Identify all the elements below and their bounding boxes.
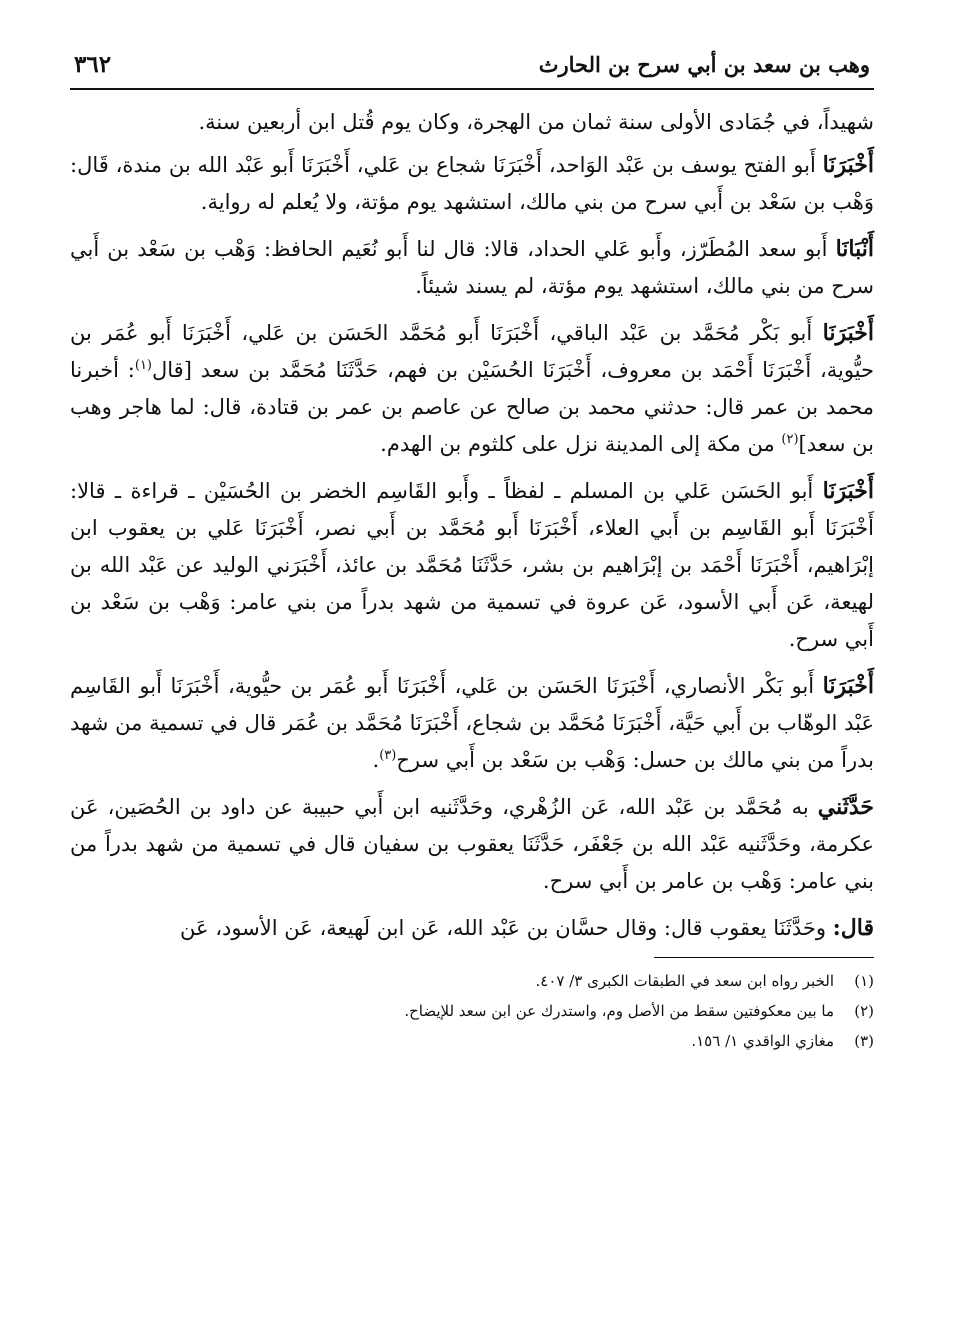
paragraph-4 [70,315,874,463]
footnote-3-text: مغازي الواقدي ١/ ١٥٦. [691,1032,834,1050]
footnote-2-number: (٢) [854,1002,874,1020]
paragraph-3-lead: أَنْبَانَا [835,236,874,262]
paragraph-6 [70,668,874,779]
paragraph-4-text-b: : أخبرنا محمد بن عمر قال: حدثني محمد بن صالح عن عاصم بن عمر بن قتادة، قال: لما هاجر وهب بن سعد] [70,358,874,456]
footnote-2-text: ما بين معكوفتين سقط من الأصل وم، واستدرك عن ابن سعد للإيضاح. [404,1002,834,1020]
footnote-rule [654,957,874,958]
paragraph-6-text-b: . [372,748,380,772]
footnote-3 [70,1026,874,1056]
paragraph-4-text-a: أَبو بَكْر مُحَمَّد بن عَبْد الباقي، أَخْبَرَنَا أَبو مُحَمَّد الحَسَن بن عَلي، أَخْبَرَنَا أَبو عُمَر بن حيُّوية، أَخْبَرَنَا أَحْمَد بن معروف، أَخْبَرَنَا الحُسَيْن بن فهم، حَدَّثَنَا مُحَمَّد بن سعد [قال [70,321,874,382]
paragraph-6-lead: أَخْبَرَنَا [822,673,874,699]
footnotes [70,957,874,1056]
paragraph-1-text: شهيداً، في جُمَادى الأولى سنة ثمان من الهجرة، وكان يوم قُتل ابن أربعين سنة. [198,110,874,134]
footnote-1 [70,966,874,996]
running-title: وهب بن سعد بن أبي سرح بن الحارث [538,52,870,77]
paragraph-8-lead: قال: [832,915,874,941]
paragraph-5-lead: أَخْبَرَنَا [822,478,874,504]
footnote-ref-2: (٢) [781,432,799,447]
footnote-ref-1: (١) [134,358,152,373]
footnote-1-number: (١) [854,972,874,990]
paragraph-7-lead: حَدَّثَني [817,794,874,820]
footnote-3-number: (٣) [854,1032,874,1050]
paragraph-7 [70,789,874,900]
main-text [70,104,874,947]
footnote-1-text: الخبر رواه ابن سعد في الطبقات الكبرى ٣/ ٤٠٧. [535,972,834,990]
book-page [70,50,874,1056]
footnote-2 [70,996,874,1026]
paragraph-4-text-c: من مكة إلى المدينة نزل على كلثوم بن الهدم. [380,432,782,456]
paragraph-2 [70,147,874,221]
paragraph-7-text: به مُحَمَّد بن عَبْد الله، عَن الزُهْري، وحَدَّثَنيه ابن أَبي حبيبة عن داود بن الحُصَين، عَن عكرمة، وحَدَّثَنيه عَبْد الله بن جَعْفَر، حَدَّثَنَا يعقوب بن سفيان قال في تسمية من شهد بدراً من بني عامر: وَهْب بن عامر بن أَبي سرح. [70,795,874,893]
paragraph-5-text: أَبو الحَسَن عَلي بن المسلم ـ لفظاً ـ وأَبو القَاسِم الخضر بن الحُسَيْن ـ قراءة ـ قالا: أَخْبَرَنَا أَبو القَاسِم بن أَبي العلاء، أَخْبَرَنَا أَبو مُحَمَّد بن أَبي نصر، أَخْبَرَنَا عَلي بن يعقوب ابن إبْرَاهيم، أَخْبَرَنَا أَحْمَد بن إبْرَاهيم بن بشر، حَدَّثَنَا مُحَمَّد بن عائذ، أَخْبَرَني الوليد عن عَبْد الله بن لهيعة، عَن أَبي الأسود، عَن عروة في تسمية من شهد بدراً من بني عامر: وَهْب بن سَعْد بن أَبي سرح. [70,479,874,651]
paragraph-4-lead: أَخْبَرَنَا [822,320,874,346]
paragraph-3-text: أَبو سعد المُطَرّز، وأَبو عَلي الحداد، قالا: قال لنا أَبو نُعَيم الحافظ: وَهْب بن سَعْد بن أَبي سرح من بني مالك، استشهد يوم مؤتة، لم يسند شيئاً. [70,237,874,298]
paragraph-2-lead: أَخْبَرَنَا [822,152,874,178]
paragraph-6-text-a: أَبو بَكْر الأنصاري، أَخْبَرَنَا الحَسَن بن عَلي، أَخْبَرَنَا أَبو عُمَر بن حيُّوية، أَخْبَرَنَا أَبو القَاسِم عَبْد الوهّاب بن أَبي حَيَّة، أَخْبَرَنَا مُحَمَّد بن شجاع، أَخْبَرَنَا مُحَمَّد بن عُمَر قال في تسمية من شهد بدراً من بني مالك بن حسل: وَهْب بن سَعْد بن أَبي سرح [70,674,874,772]
paragraph-2-text: أَبو الفتح يوسف بن عَبْد الوَاحد، أَخْبَرَنَا شجاع بن عَلي، أَخْبَرَنَا أَبو عَبْد الله بن مندة، قَال: وَهْب بن سَعْد بن أَبي سرح من بني مالك، استشهد يوم مؤتة، ولا يُعلم له رواية. [70,153,874,214]
header-rule [70,88,874,90]
page-number: ٣٦٢ [74,51,112,78]
paragraph-3 [70,231,874,305]
paragraph-8 [70,910,874,947]
footnote-ref-3: (٣) [379,748,397,763]
paragraph-1 [70,104,874,141]
page-header [70,50,874,80]
paragraph-5 [70,473,874,658]
paragraph-8-text: وحَدَّثَنَا يعقوب قال: وقال حسَّان بن عَبْد الله، عَن ابن لَهيعة، عَن الأسود، عَن [180,916,833,940]
